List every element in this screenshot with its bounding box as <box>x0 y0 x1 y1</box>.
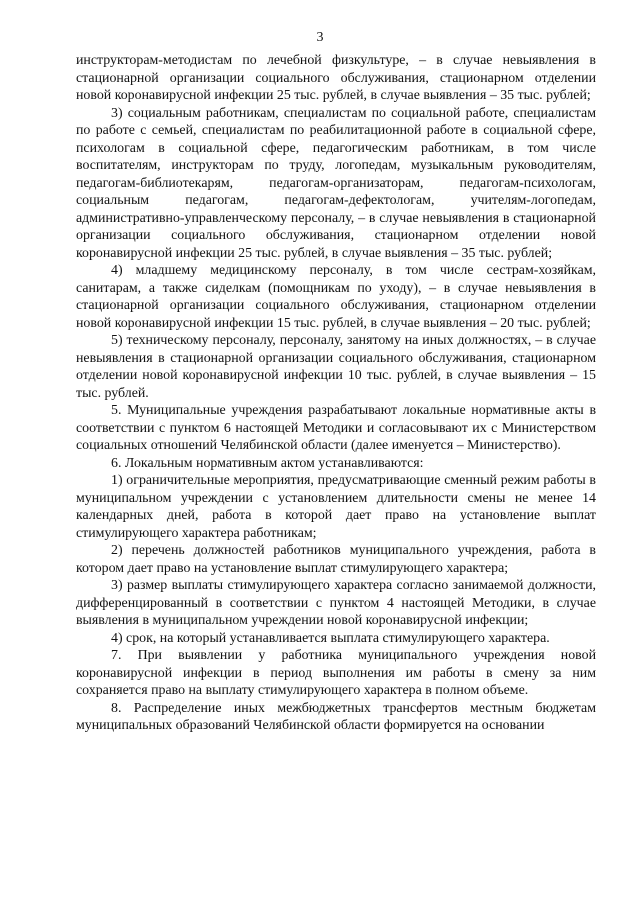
paragraph: 4) младшему медицинскому персоналу, в том числе сестрам-хозяйкам, санитарам, а также сиделкам (помощникам по уходу), – в случае невыявления в стационарной организации социального обслуживания, стационарном отделении новой коронавирусной инфекции 15 тыс. рублей, в случае выявления – 20 тыс. рублей; <box>76 263 596 331</box>
paragraph: 6. Локальным нормативным актом устанавливаются: <box>111 455 424 471</box>
document-body <box>76 52 596 735</box>
paragraph: 5. Муниципальные учреждения разрабатывают локальные нормативные акты в соответствии с пунктом 6 настоящей Методики и согласовывают их с Министерством социальных отношений Челябинской области (далее именуется – Министерство). <box>76 403 596 453</box>
paragraph: инструкторам-методистам по лечебной физкультуре, – в случае невыявления в стационарной организации социального обслуживания, стационарном отделении новой коронавирусной инфекции 25 тыс. рублей, в случае выявления – 35 тыс. рублей; <box>76 53 596 103</box>
paragraph: 8. Распределение иных межбюджетных трансфертов местным бюджетам муниципальных образований Челябинской области формируется на основании <box>76 700 596 733</box>
paragraph: 5) техническому персоналу, персоналу, занятому на иных должностях, – в случае невыявления в стационарной организации социального обслуживания, стационарном отделении новой коронавирусной инфекции 10 тыс. рублей, в случае выявления – 15 тыс. рублей. <box>76 333 596 401</box>
paragraph: 2) перечень должностей работников муниципального учреждения, работа в котором дает право на установление выплат стимулирующего характера; <box>76 543 596 576</box>
page-number: 3 <box>316 30 324 45</box>
paragraph: 7. При выявлении у работника муниципального учреждения новой коронавирусной инфекции в период выполнения им работы в смену за ним сохраняется право на выплату стимулирующего характера в полном объеме. <box>76 648 596 698</box>
paragraph: 3) социальным работникам, специалистам по социальной работе, специалистам по работе с семьей, специалистам по реабилитационной работе в социальной сфере, психологам в социальной сфере, педагогическим работникам, в том числе воспитателям, инструкторам по труду, логопедам, музыкальным руководителям, педагогам-библиотекарям, педагогам-организаторам, педагогам-психологам, социальным педагогам, педагогам-дефектологам, учителям-логопедам, административно-управленческому персоналу, – в случае невыявления в стационарной организации социального обслуживания, стационарном отделении новой коронавирусной инфекции 25 тыс. рублей, в случае выявления – 35 тыс. рублей; <box>76 105 596 261</box>
paragraph: 1) ограничительные мероприятия, предусматривающие сменный режим работы в муниципальном учреждении с установлением длительности смены не менее 14 календарных дней, работа в которой дает право на установление выплат стимулирующего характера работникам; <box>76 473 596 541</box>
paragraph: 3) размер выплаты стимулирующего характера согласно занимаемой должности, дифференцированный в соответствии с пунктом 4 настоящей Методики, в случае выявления в муниципальном учреждении новой коронавирусной инфекции; <box>76 578 596 628</box>
paragraph: 4) срок, на который устанавливается выплата стимулирующего характера. <box>111 630 550 646</box>
